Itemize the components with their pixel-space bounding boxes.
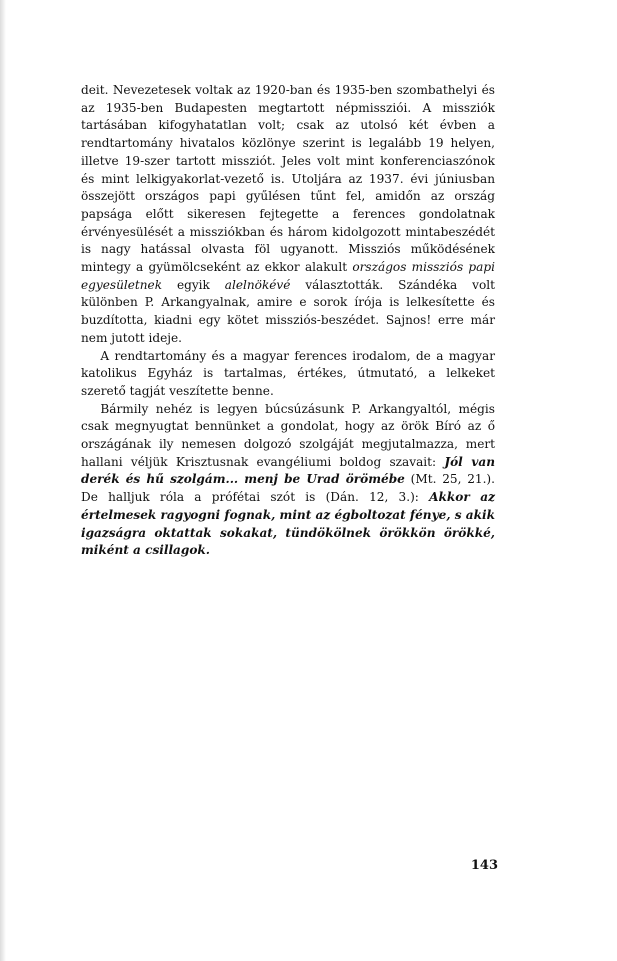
- paragraph-3: [81, 401, 495, 560]
- page-body: [81, 82, 495, 560]
- text-segment: A rendtartomány és a magyar ferences irodalom, de a magyar katolikus Egyház is tartalmas, értékes, útmutató, a lelkeket szerető tagját veszítette benne.: [81, 348, 495, 398]
- page-edge-shadow: [0, 0, 6, 961]
- quote-segment: Akkor az értelmesek ragyogni fognak, mint az égboltozat fénye, s akik igazságra oktattak sokakat, tündökölnek örökkön örökké, miként a csillagok.: [81, 490, 495, 558]
- paragraph-1: [81, 82, 495, 348]
- text-segment: (Mt. 25, 21.). De halljuk róla a prófétai szót is (Dán. 12, 3.):: [81, 472, 495, 505]
- emphasis-segment: alelnökévé: [224, 277, 291, 292]
- text-segment: deit. Nevezetesek voltak az 1920-ban és 1935-ben szombathelyi és az 1935-ben Budapesten megtartott népmissziói. A missziók tartásában kifogyhatatlan volt; csak az utolsó két évben a rendtartomány hivatalos közlönye szerint is legalább 19 helyen, illetve 19-szer tartott missziót. Jeles volt mint konferenciaszónok és mint lelkigyakorlat-vezető is. Utoljára az 1937. évi júniusban összejött országos papi gyűlésen tűnt fel, amidőn az ország papsága előtt sikeresen fejtegette a ferences gondolatnak érvényesülését a missziókban és három kidolgozott mintabeszédét is nagy hatással olvasta föl ugyanott. Missziós működésének mintegy a gyümölcseként az ekkor alakult: [81, 83, 495, 275]
- quote-segment: Jól van derék és hű szolgám... menj be Urad örömébe: [81, 454, 496, 487]
- paragraph-2: [81, 348, 495, 401]
- text-segment: egyik: [162, 277, 225, 292]
- text-segment: Bármily nehéz is legyen búcsúzásunk P. Arkangyaltól, mégis csak megnyugtat bennünket a gondolat, hogy az örök Bíró az ő országának ily nemesen dolgozó szolgáját megjutalmazza, mert hallani véljük Krisztusnak evangéliumi boldog szavait:: [81, 401, 495, 469]
- emphasis-segment: országos missziós papi egyesületnek: [81, 260, 495, 292]
- text-segment: választották. Szándéka volt különben P. Arkangyalnak, amire e sorok írója is lelkesítette és buzdította, kiadni egy kötet missziós-beszédet. Sajnos! erre már nem jutott ideje.: [81, 277, 495, 345]
- page-number: 143: [470, 858, 498, 873]
